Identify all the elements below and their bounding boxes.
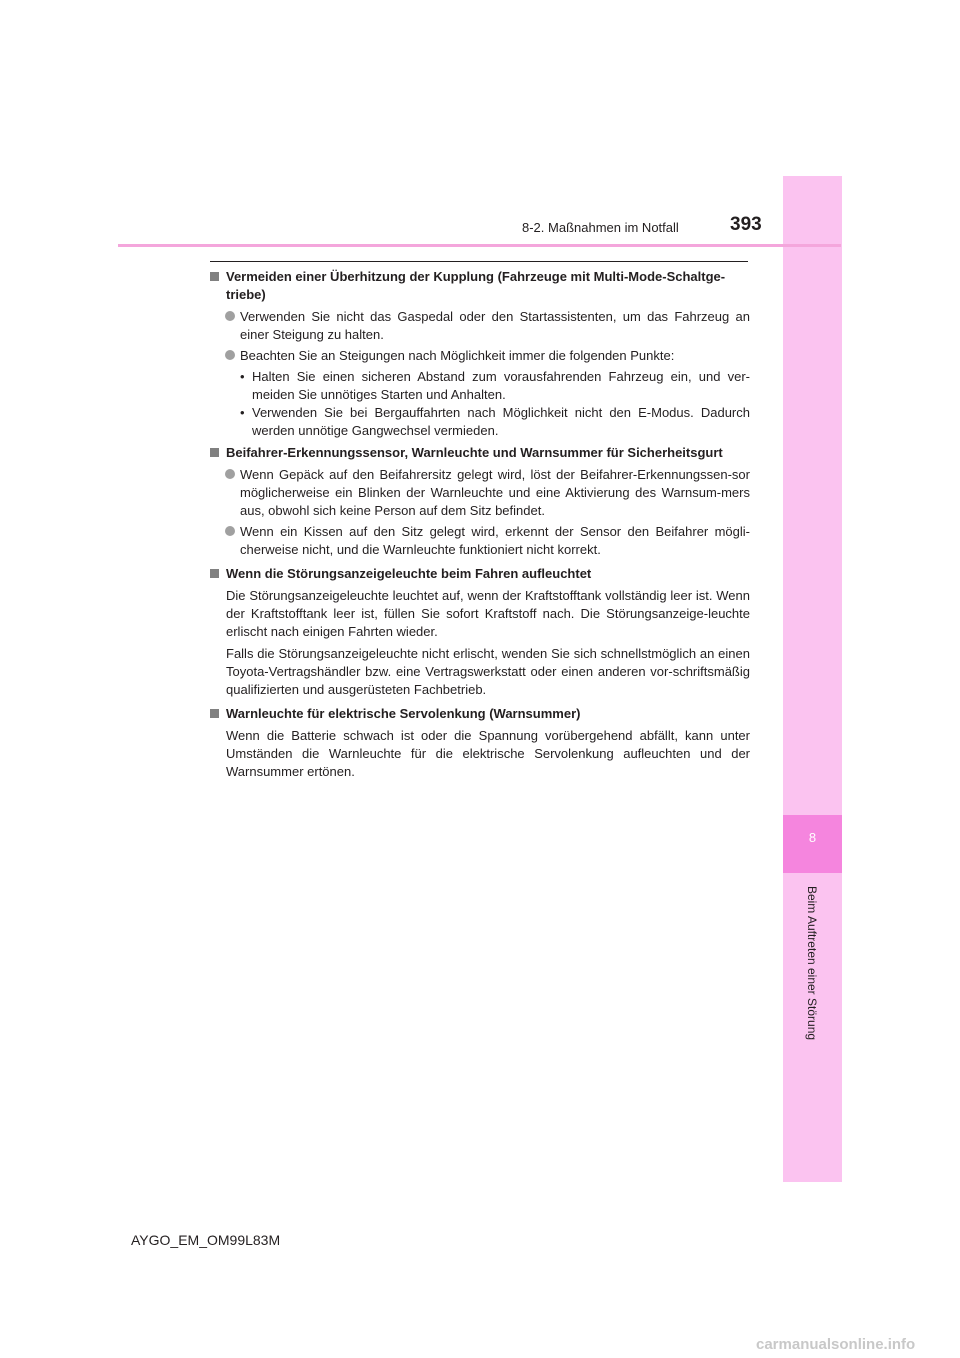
content-top-rule	[210, 261, 748, 262]
watermark: carmanualsonline.info	[756, 1336, 916, 1353]
square-bullet-icon	[210, 448, 219, 457]
chapter-title: Beim Auftreten einer Störung	[805, 885, 819, 1041]
square-bullet-icon	[210, 709, 219, 718]
sub-bullet-marker: •	[240, 369, 245, 384]
circle-bullet-icon	[225, 350, 235, 360]
sub-item: • Halten Sie einen sicheren Abstand zum vorausfahrenden Fahrzeug ein, und ver-meiden Sie unnötiges Starten und Anhalten.	[240, 369, 750, 402]
square-bullet-icon	[210, 569, 219, 578]
header-divider	[118, 244, 841, 247]
bullet-item: Wenn ein Kissen auf den Sitz gelegt wird, erkennt der Sensor den Beifahrer mögli-cherweise nicht, und die Warnleuchte funktioniert nicht korrekt.	[210, 523, 750, 559]
section-heading: Beifahrer-Erkennungssensor, Warnleuchte und Warnsummer für Sicherheitsgurt	[210, 444, 750, 462]
bullet-item: Wenn Gepäck auf den Beifahrersitz gelegt wird, löst der Beifahrer-Erkennungssen-sor möglicherweise ein Blinken der Warnleuchte und eine Aktivierung des Warnsum-mers aus, obwohl sich keine Person auf dem Sitz befindet.	[210, 466, 750, 520]
section-heading: Vermeiden einer Überhitzung der Kupplung (Fahrzeuge mit Multi-Mode-Schaltge-triebe)	[210, 268, 750, 304]
paragraph: Wenn die Batterie schwach ist oder die Spannung vorübergehend abfällt, kann unter Umständen die Warnleuchte für die elektrische Servolenkung aufleuchten und der Warnsummer ertönen.	[226, 728, 750, 779]
chapter-number: 8	[808, 830, 817, 845]
sub-bullet-marker: •	[240, 405, 245, 420]
square-bullet-icon	[210, 272, 219, 281]
section-heading: Wenn die Störungsanzeigeleuchte beim Fahren aufleuchtet	[210, 565, 750, 583]
bullet-item: Verwenden Sie nicht das Gaspedal oder den Startassistenten, um das Fahrzeug an einer Steigung zu halten.	[210, 308, 750, 344]
paragraph: Falls die Störungsanzeigeleuchte nicht erlischt, wenden Sie sich schnellstmöglich an einen Toyota-Vertragshändler bzw. eine Vertragswerkstatt oder einen anderen vor-schriftsmäßig qualifizierten und ausgerüsteten Fachbetrieb.	[226, 646, 750, 697]
sub-item: • Verwenden Sie bei Bergauffahrten nach Möglichkeit nicht den E-Modus. Dadurch werden unnötige Gangwechsel vermieden.	[240, 405, 750, 438]
page-content	[210, 268, 750, 783]
bullet-item: Beachten Sie an Steigungen nach Möglichkeit immer die folgenden Punkte:	[210, 347, 750, 365]
page-number: 393	[730, 214, 762, 235]
paragraph: Die Störungsanzeigeleuchte leuchtet auf, wenn der Kraftstofftank vollständig leer ist. Wenn der Kraftstofftank leer ist, füllen Sie sofort Kraftstoff nach. Die Störungsanzeige-leuchte erlischt nach einigen Fahrten wieder.	[226, 588, 750, 639]
circle-bullet-icon	[225, 311, 235, 321]
section-heading: Warnleuchte für elektrische Servolenkung (Warnsummer)	[210, 705, 750, 723]
circle-bullet-icon	[225, 469, 235, 479]
document-code: AYGO_EM_OM99L83M	[131, 1232, 281, 1248]
section-title: 8-2. Maßnahmen im Notfall	[522, 220, 679, 235]
circle-bullet-icon	[225, 526, 235, 536]
